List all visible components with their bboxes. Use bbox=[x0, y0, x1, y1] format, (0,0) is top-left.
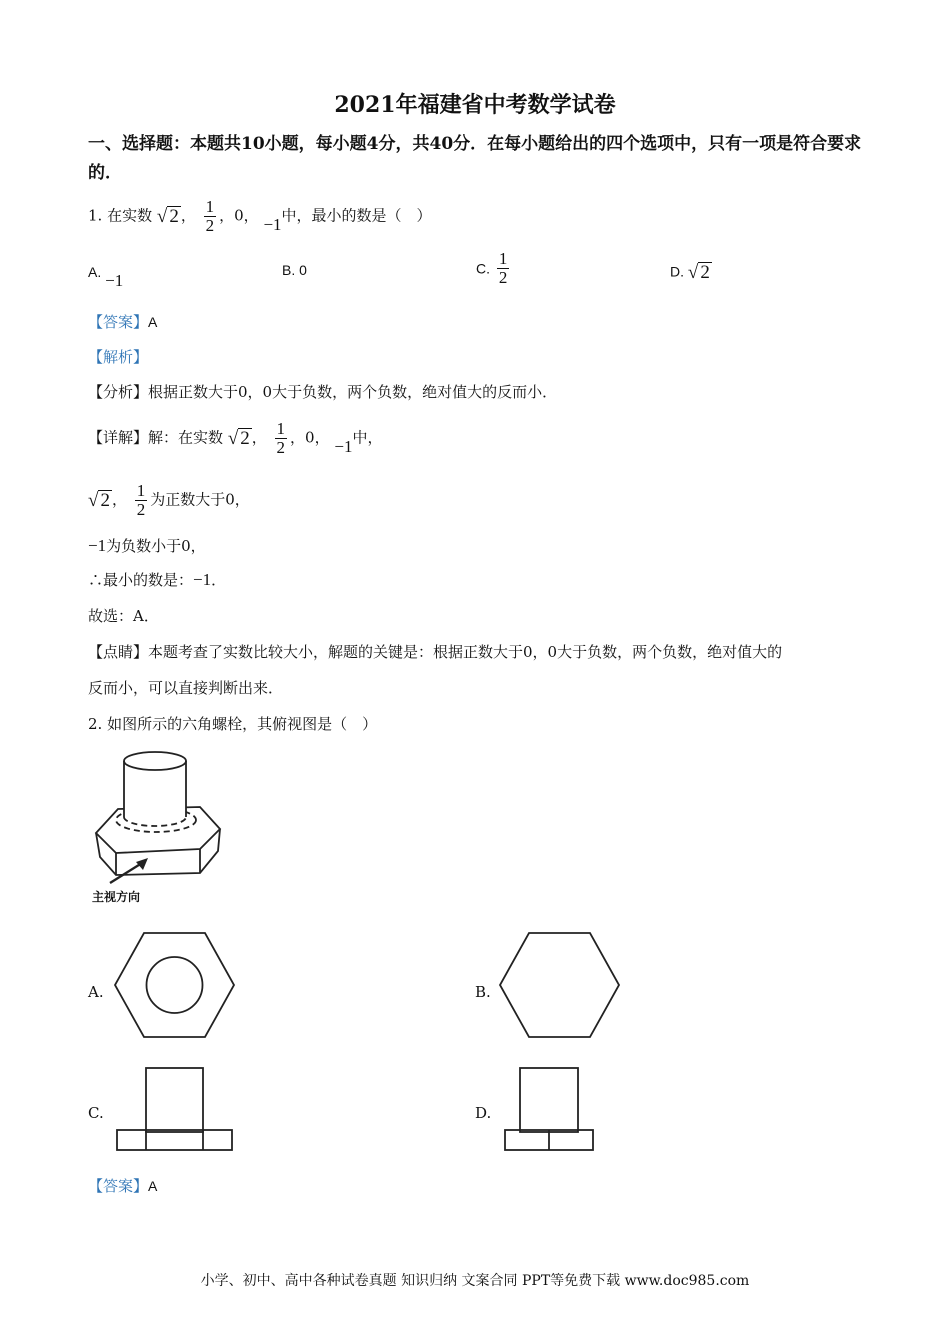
option-a-value: −1 bbox=[105, 271, 124, 290]
sqrt-2: √ 2 bbox=[687, 262, 710, 283]
negative-one: −1 bbox=[263, 214, 282, 234]
q1-option-d: D. √ 2 bbox=[670, 262, 710, 283]
answer-tag: 【答案】 bbox=[88, 1177, 149, 1195]
option-d-front-view bbox=[503, 1066, 598, 1154]
q1-suffix: 中，最小的数是（ ） bbox=[281, 206, 432, 225]
section-heading: 一、选择题：本题共10小题，每小题4分，共40分．在每小题给出的四个选项中，只有一项是符合要求的． bbox=[88, 134, 862, 183]
fraction-one-half: $\frac{1}{2}$ bbox=[498, 249, 508, 287]
q1-xiangjie: 【详解】解：在实数 √ 2 ， $\frac{1}{2}$ ，0， −1中， bbox=[88, 419, 383, 457]
q2-option-b-label: B. bbox=[475, 983, 491, 1001]
option-c-front-view bbox=[115, 1066, 235, 1154]
q1-sep: ，0， bbox=[219, 206, 259, 225]
sqrt-2: √ 2 bbox=[88, 489, 110, 511]
q1-therefore-line: ∴最小的数是：−1． bbox=[88, 570, 227, 589]
q1-answer bbox=[88, 311, 157, 332]
q1-option-b: B. 0 bbox=[282, 262, 307, 278]
q2-option-a-label: A. bbox=[88, 983, 104, 1001]
answer-value: A bbox=[148, 314, 158, 330]
q1-positive-line: √ 2 ， $\frac{1}{2}$ 为正数大于0， bbox=[88, 481, 250, 519]
question-2: 2. 如图所示的六角螺栓，其俯视图是（ ） bbox=[88, 715, 378, 733]
sqrt-2: √ 2 bbox=[156, 205, 179, 227]
footer-note: 小学、初中、高中各种试卷真题 知识归纳 文案合同 PPT等免费下载 www.doc985.com bbox=[200, 1273, 750, 1289]
q1-fenxi: 【分析】根据正数大于0，0大于负数，两个负数，绝对值大的反而小． bbox=[88, 383, 558, 401]
answer-value: A bbox=[148, 1178, 158, 1194]
q1-option-a: A. −1 bbox=[88, 264, 124, 290]
q1-option-c: C. $\frac{1}{2}$ bbox=[476, 249, 508, 287]
option-a-hexagon-with-circle bbox=[112, 930, 237, 1040]
q1-sep: ， bbox=[180, 206, 196, 225]
q2-option-d-label: D. bbox=[475, 1104, 492, 1122]
fraction-one-half: $\frac{1}{2}$ bbox=[276, 419, 286, 457]
question-1 bbox=[88, 198, 432, 235]
q1-dianjing-line2: 反而小，可以直接判断出来． bbox=[88, 679, 284, 697]
answer-tag: 【答案】 bbox=[88, 313, 149, 331]
fraction-one-half: $\frac{1}{2}$ bbox=[205, 197, 215, 235]
option-b-hexagon bbox=[497, 930, 622, 1040]
q1-choose-line: 故选：A． bbox=[88, 607, 159, 625]
fraction-one-half: $\frac{1}{2}$ bbox=[136, 481, 146, 519]
sqrt-2: √ 2 bbox=[227, 427, 250, 449]
q2-option-c-label: C. bbox=[88, 1104, 104, 1122]
q1-negative-line: −1为负数小于0， bbox=[88, 536, 206, 555]
q1-dianjing-line1: 【点睛】本题考查了实数比较大小，解题的关键是：根据正数大于0，0大于负数，两个负数，绝对值大的 bbox=[88, 643, 783, 661]
hex-bolt-figure bbox=[88, 745, 238, 910]
figure-caption: 主视方向 bbox=[92, 890, 141, 904]
q1-analysis-tag: 【解析】 bbox=[88, 348, 149, 366]
q1-prefix: 1. 在实数 bbox=[88, 206, 153, 225]
q2-answer bbox=[88, 1175, 157, 1196]
page-title: 2021年福建省中考数学试卷 bbox=[334, 92, 616, 118]
